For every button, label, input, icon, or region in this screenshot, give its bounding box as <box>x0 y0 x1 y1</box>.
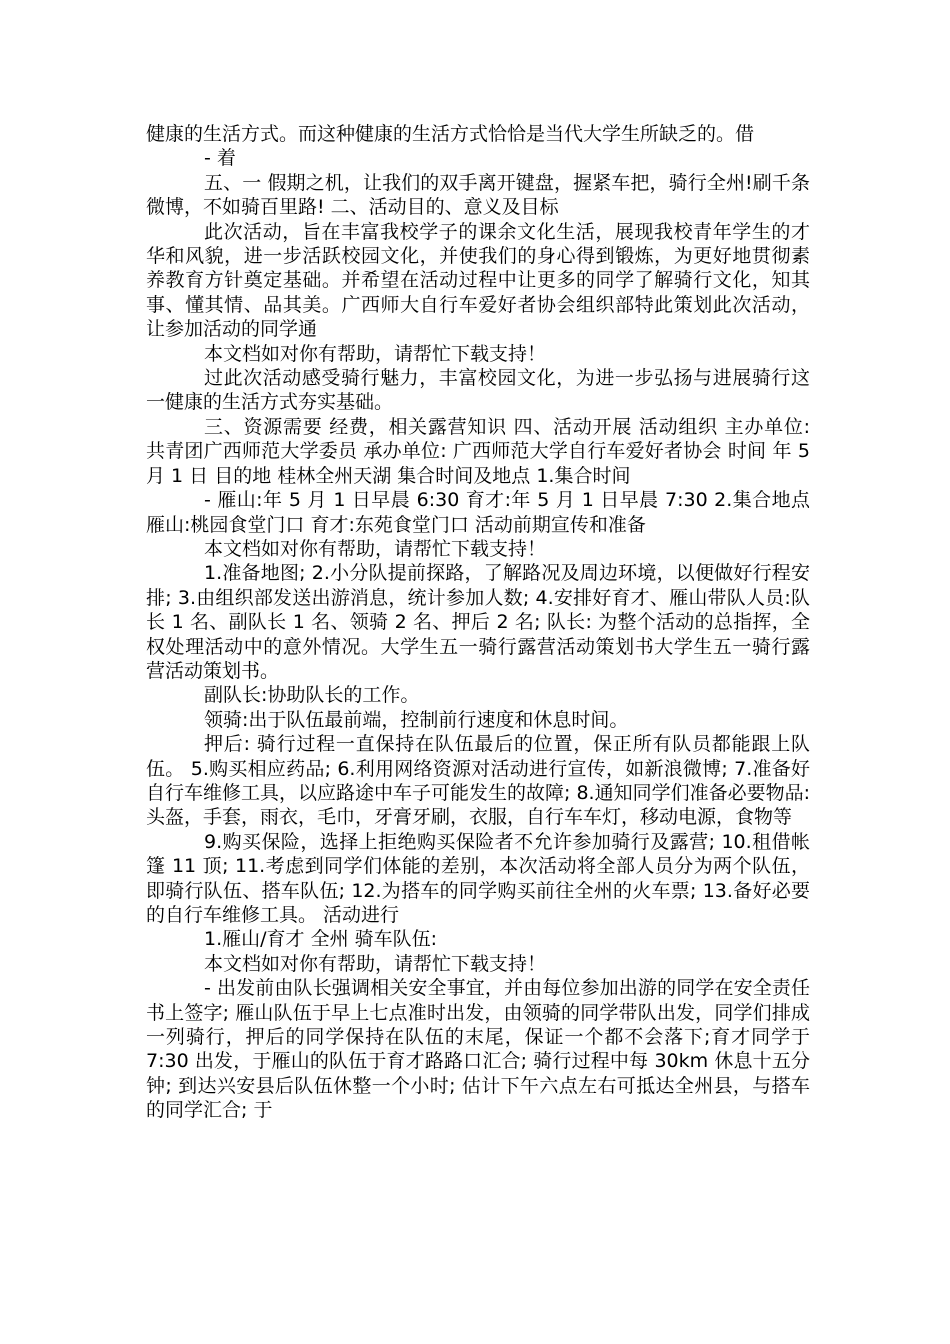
paragraph: 押后: 骑行过程一直保持在队伍最后的位置，保正所有队员都能跟上队伍。 5.购买相应药品; 6.利用网络资源对活动进行宣传，如新浪微博; 7.准备好自行车维修工具，以应路途中车子可能发生的故障; 8.通知同学们准备必要物品:头盔，手套，雨衣，毛巾，牙膏牙刷，衣服，自行车车灯，移动电源，食物等 <box>146 733 810 829</box>
paragraph: 过此次活动感受骑行魅力，丰富校园文化，为进一步弘扬与进展骑行这一健康的生活方式夯实基础。 <box>146 367 810 414</box>
paragraph: 1.雁山/育才 全州 骑车队伍: <box>204 928 438 951</box>
paragraph: 此次活动，旨在丰富我校学子的课余文化生活，展现我校青年学生的才华和风貌，进一步活跃校园文化，并使我们的身心得到锻炼，为更好地贯彻素养教育方针奠定基础。并希望在活动过程中让更多的同学了解骑行文化，知其事、懂其情、品其美。广西师大自行车爱好者协会组织部特此策划此次活动，让参加活动的同学通 <box>146 220 810 341</box>
paragraph: - 出发前由队长强调相关安全事宜，并由每位参加出游的同学在安全责任书上签字; 雁山队伍于早上七点准时出发，由领骑的同学带队出发，同学们排成一列骑行，押后的同学保持在队伍的末尾，保证一个都不会落下;育才同学于 7:30 出发，于雁山的队伍于育才路路口汇合; 骑行过程中每 30km 休息十五分钟; 到达兴安县后队伍休整一个小时; 估计下午六点左右可抵达全州县，与搭车的同学汇合; 于 <box>146 977 810 1122</box>
paragraph: - 着 <box>204 147 236 170</box>
download-notice: 本文档如对你有帮助，请帮忙下载支持！ <box>204 952 547 975</box>
paragraph: 1.准备地图; 2.小分队提前探路，了解路况及周边环境，以便做好行程安排; 3.由组织部发送出游消息，统计参加人数; 4.安排好育才、雁山带队人员:队长 1 名、副队长 1 名、领骑 2 名、押后 2 名; 队长: 为整个活动的总指挥，全权处理活动中的意外情况。大学生五一骑行露营活动策划书大学生五一骑行露营活动策划书。 <box>146 562 810 682</box>
document-page <box>146 122 810 1123</box>
paragraph: 三、资源需要 经费，相关露营知识 四、活动开展 活动组织 主办单位: 共青团广西师范大学委员 承办单位: 广西师范大学自行车爱好者协会 时间 年 5 月 1 日 目的地 桂林全州天湖 集合时间及地点 1.集合时间 <box>146 415 810 487</box>
paragraph: 健康的生活方式。而这种健康的生活方式恰恰是当代大学生所缺乏的。借 <box>146 123 755 145</box>
paragraph: - 雁山:年 5 月 1 日早晨 6:30 育才:年 5 月 1 日早晨 7:30 2.集合地点 雁山:桃园食堂门口 育才:东苑食堂门口 活动前期宣传和准备 <box>146 489 810 536</box>
paragraph: 9.购买保险，选择上拒绝购买保险者不允许参加骑行及露营; 10.租借帐篷 11 顶; 11.考虑到同学们体能的差别，本次活动将全部人员分为两个队伍，即骑行队伍、搭车队伍; 12.为搭车的同学购买前往全州的火车票; 13.备好必要的自行车维修工具。 活动进行 <box>146 830 810 926</box>
paragraph: 领骑:出于队伍最前端，控制前行速度和休息时间。 <box>204 708 629 731</box>
download-notice: 本文档如对你有帮助，请帮忙下载支持！ <box>204 537 547 560</box>
paragraph: 五、一 假期之机，让我们的双手离开键盘，握紧车把，骑行全州!刷千条微博，不如骑百里路! 二、活动目的、意义及目标 <box>146 171 810 219</box>
paragraph: 副队长:协助队长的工作。 <box>204 684 420 707</box>
download-notice: 本文档如对你有帮助，请帮忙下载支持！ <box>204 342 547 365</box>
